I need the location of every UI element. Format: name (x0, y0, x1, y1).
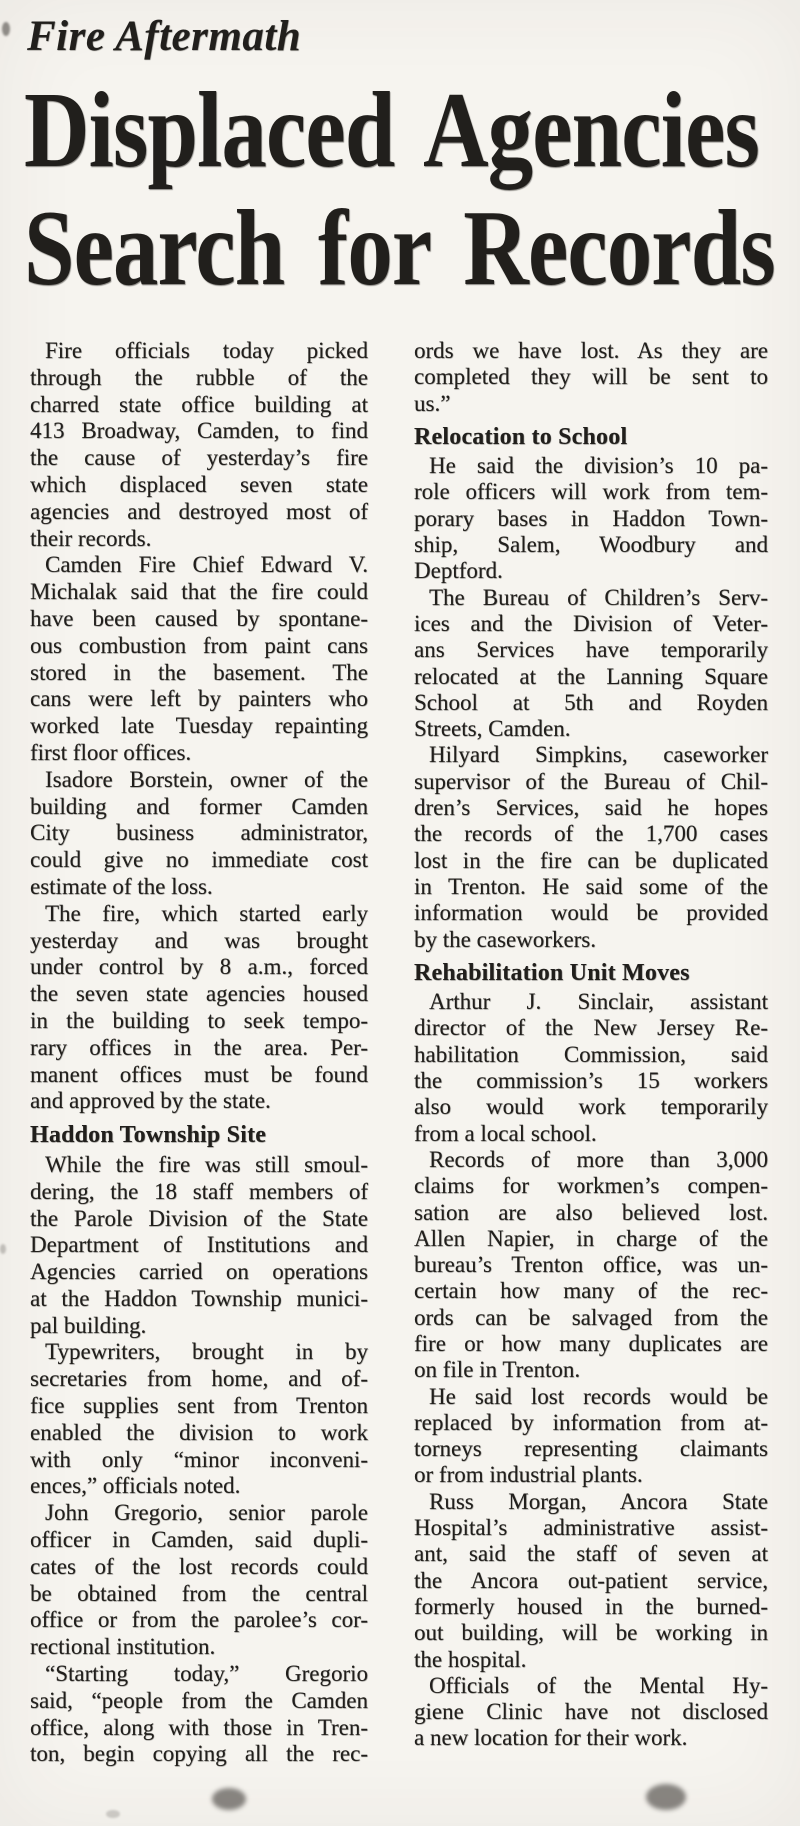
text-line: 413 Broadway, Camden, to find (30, 418, 368, 444)
paragraph (414, 585, 768, 743)
text-line: agencies and destroyed most of (30, 498, 368, 524)
paragraph (30, 767, 368, 901)
text-line: ences,” officials noted. (30, 1473, 241, 1499)
text-line: rary offices in the area. Per- (30, 1034, 368, 1060)
text-line: giene Clinic have not disclosed (414, 1699, 768, 1725)
text-line: relocated at the Lanning Square (414, 663, 768, 689)
text-line: or from industrial plants. (414, 1462, 643, 1488)
ink-speck (106, 1810, 120, 1818)
text-line: Records of more than 3,000 (429, 1146, 768, 1172)
text-line: the hospital. (414, 1646, 527, 1672)
article-column-right (414, 338, 768, 1752)
text-line: secretaries from home, and of- (30, 1366, 368, 1392)
kicker: Fire Aftermath (27, 13, 302, 60)
text-line: lost in the fire can be duplicated (414, 847, 768, 873)
headline-line-2: Search for Records (24, 189, 775, 308)
text-line: ords can be salvaged from the (414, 1304, 768, 1330)
text-line: stored in the basement. The (30, 659, 368, 685)
text-line: with only “minor inconveni- (30, 1446, 368, 1472)
text-line: Officials of the Mental Hy- (429, 1672, 768, 1698)
text-line: the records of the 1,700 cases (414, 821, 768, 847)
text-line: charred state office building at (30, 391, 368, 417)
ink-smudge (646, 1784, 686, 1810)
text-line: the seven state agencies housed (30, 981, 368, 1007)
text-line: Camden Fire Chief Edward V. (45, 552, 368, 578)
text-line: bureau’s Trenton office, was un- (414, 1252, 768, 1278)
text-line: in the building to seek tempo- (30, 1007, 368, 1033)
text-line: role officers will work from tem- (414, 479, 768, 505)
text-line: out building, will be working in (414, 1620, 768, 1646)
text-line: cates of the lost records could (30, 1553, 368, 1579)
section-subhead: Relocation to School (414, 423, 628, 450)
text-line: Hilyard Simpkins, caseworker (429, 742, 768, 768)
text-line: formerly housed in the burned- (414, 1593, 768, 1619)
text-line: habilitation Commission, said (414, 1041, 768, 1067)
headline-line-1: Displaced Agencies (24, 72, 759, 190)
text-line: The Bureau of Children’s Serv- (429, 584, 768, 610)
text-line: office or from the parolee’s cor- (30, 1607, 368, 1633)
text-line: could give no immediate cost (30, 847, 368, 873)
paragraph (414, 338, 768, 417)
text-line: “Starting today,” Gregorio (45, 1661, 368, 1687)
text-line: supervisor of the Bureau of Chil- (414, 768, 768, 794)
text-line: estimate of the loss. (30, 873, 213, 899)
paragraph (30, 1500, 368, 1661)
paragraph (30, 901, 368, 1115)
text-line: the commission’s 15 workers (414, 1068, 768, 1094)
text-line: under control by 8 a.m., forced (30, 954, 368, 980)
text-line: be obtained from the central (30, 1580, 368, 1606)
paragraph (30, 552, 368, 766)
text-line: dren’s Services, said he hopes (414, 795, 768, 821)
text-line: in Trenton. He said some of the (414, 873, 768, 899)
paragraph (414, 1147, 768, 1384)
text-line: Department of Institutions and (30, 1232, 368, 1258)
text-line: fice supplies sent from Trenton (30, 1393, 368, 1419)
paragraph (414, 453, 768, 584)
text-line: their records. (30, 525, 152, 551)
ink-smudge (212, 1788, 246, 1810)
text-line: fire or how many duplicates are (414, 1330, 768, 1356)
text-line: a new location for their work. (414, 1725, 688, 1751)
text-line: He said lost records would be (429, 1383, 768, 1409)
text-line: ship, Salem, Woodbury and (414, 532, 768, 558)
text-line: first floor offices. (30, 739, 192, 765)
text-line: Russ Morgan, Ancora State (429, 1488, 768, 1514)
ink-speck (0, 1244, 6, 1254)
text-line: building and former Camden (30, 793, 368, 819)
text-line: through the rubble of the (30, 364, 368, 390)
text-line: While the fire was still smoul- (45, 1151, 368, 1177)
text-line: claims for workmen’s compen- (414, 1173, 768, 1199)
text-line: director of the New Jersey Re- (414, 1015, 768, 1041)
text-line: the Parole Division of the State (30, 1205, 368, 1231)
paragraph (414, 989, 768, 1147)
paragraph (30, 338, 368, 552)
text-line: the cause of yesterday’s fire (30, 445, 368, 471)
text-line: rectional institution. (30, 1634, 216, 1660)
paragraph (414, 1384, 768, 1489)
text-line: sation are also believed lost. (414, 1199, 768, 1225)
text-line: Michalak said that the fire could (30, 579, 368, 605)
text-line: Arthur J. Sinclair, assistant (429, 989, 768, 1015)
text-line: Typewriters, brought in by (45, 1339, 368, 1365)
paragraph (414, 742, 768, 952)
text-line: manent offices must be found (30, 1061, 368, 1087)
text-line: School at 5th and Royden (414, 689, 768, 715)
paragraph (30, 1339, 368, 1500)
text-line: at the Haddon Township munici- (30, 1285, 368, 1311)
text-line: ton, begin copying all the rec- (30, 1741, 368, 1767)
section-subhead: Rehabilitation Unit Moves (414, 959, 690, 986)
text-line: on file in Trenton. (414, 1357, 581, 1383)
text-line: Streets, Camden. (414, 716, 571, 742)
text-line: by the caseworkers. (414, 926, 597, 952)
text-line: and approved by the state. (30, 1088, 271, 1114)
text-line: dering, the 18 staff members of (30, 1178, 368, 1204)
text-line: also would work temporarily (414, 1094, 768, 1120)
text-line: Fire officials today picked (45, 338, 368, 363)
text-line: completed they will be sent to (414, 364, 768, 390)
text-line: He said the division’s 10 pa- (429, 453, 768, 479)
text-line: office, along with those in Tren- (30, 1714, 368, 1740)
paragraph (30, 1152, 368, 1340)
text-line: Allen Napier, in charge of the (414, 1225, 768, 1251)
text-line: ant, said the staff of seven at (414, 1541, 768, 1567)
text-line: ans Services have temporarily (414, 637, 768, 663)
text-line: ords we have lost. As they are (414, 338, 768, 363)
text-line: Isadore Borstein, owner of the (45, 766, 368, 792)
text-line: the Ancora out-patient service, (414, 1567, 768, 1593)
text-line: have been caused by spontane- (30, 605, 368, 631)
text-line: officer in Camden, said dupli- (30, 1527, 368, 1553)
text-line: from a local school. (414, 1120, 597, 1146)
text-line: Agencies carried on operations (30, 1259, 368, 1285)
paragraph (30, 1661, 368, 1768)
text-line: Hospital’s administrative assist- (414, 1515, 768, 1541)
text-line: yesterday and was brought (30, 927, 368, 953)
text-line: said, “people from the Camden (30, 1687, 368, 1713)
text-line: ices and the Division of Veter- (414, 610, 768, 636)
article-column-left (30, 338, 368, 1768)
headline (24, 72, 800, 340)
ink-speck (2, 22, 10, 36)
text-line: The fire, which started early (45, 900, 368, 926)
text-line: ous combustion from paint cans (30, 632, 368, 658)
text-line: City business administrator, (30, 820, 368, 846)
text-line: which displaced seven state (30, 471, 368, 497)
section-subhead: Haddon Township Site (30, 1122, 267, 1149)
text-line: replaced by information from at- (414, 1409, 768, 1435)
text-line: pal building. (30, 1312, 147, 1338)
text-line: information would be provided (414, 900, 768, 926)
paragraph (414, 1673, 768, 1752)
text-line: porary bases in Haddon Town- (414, 505, 768, 531)
text-line: Deptford. (414, 558, 503, 584)
text-line: torneys representing claimants (414, 1436, 768, 1462)
text-line: certain how many of the rec- (414, 1278, 768, 1304)
paragraph (414, 1489, 768, 1673)
text-line: John Gregorio, senior parole (45, 1500, 368, 1526)
text-line: cans were left by painters who (30, 686, 368, 712)
text-line: us.” (414, 390, 451, 416)
text-line: enabled the division to work (30, 1419, 368, 1445)
text-line: worked late Tuesday repainting (30, 713, 368, 739)
